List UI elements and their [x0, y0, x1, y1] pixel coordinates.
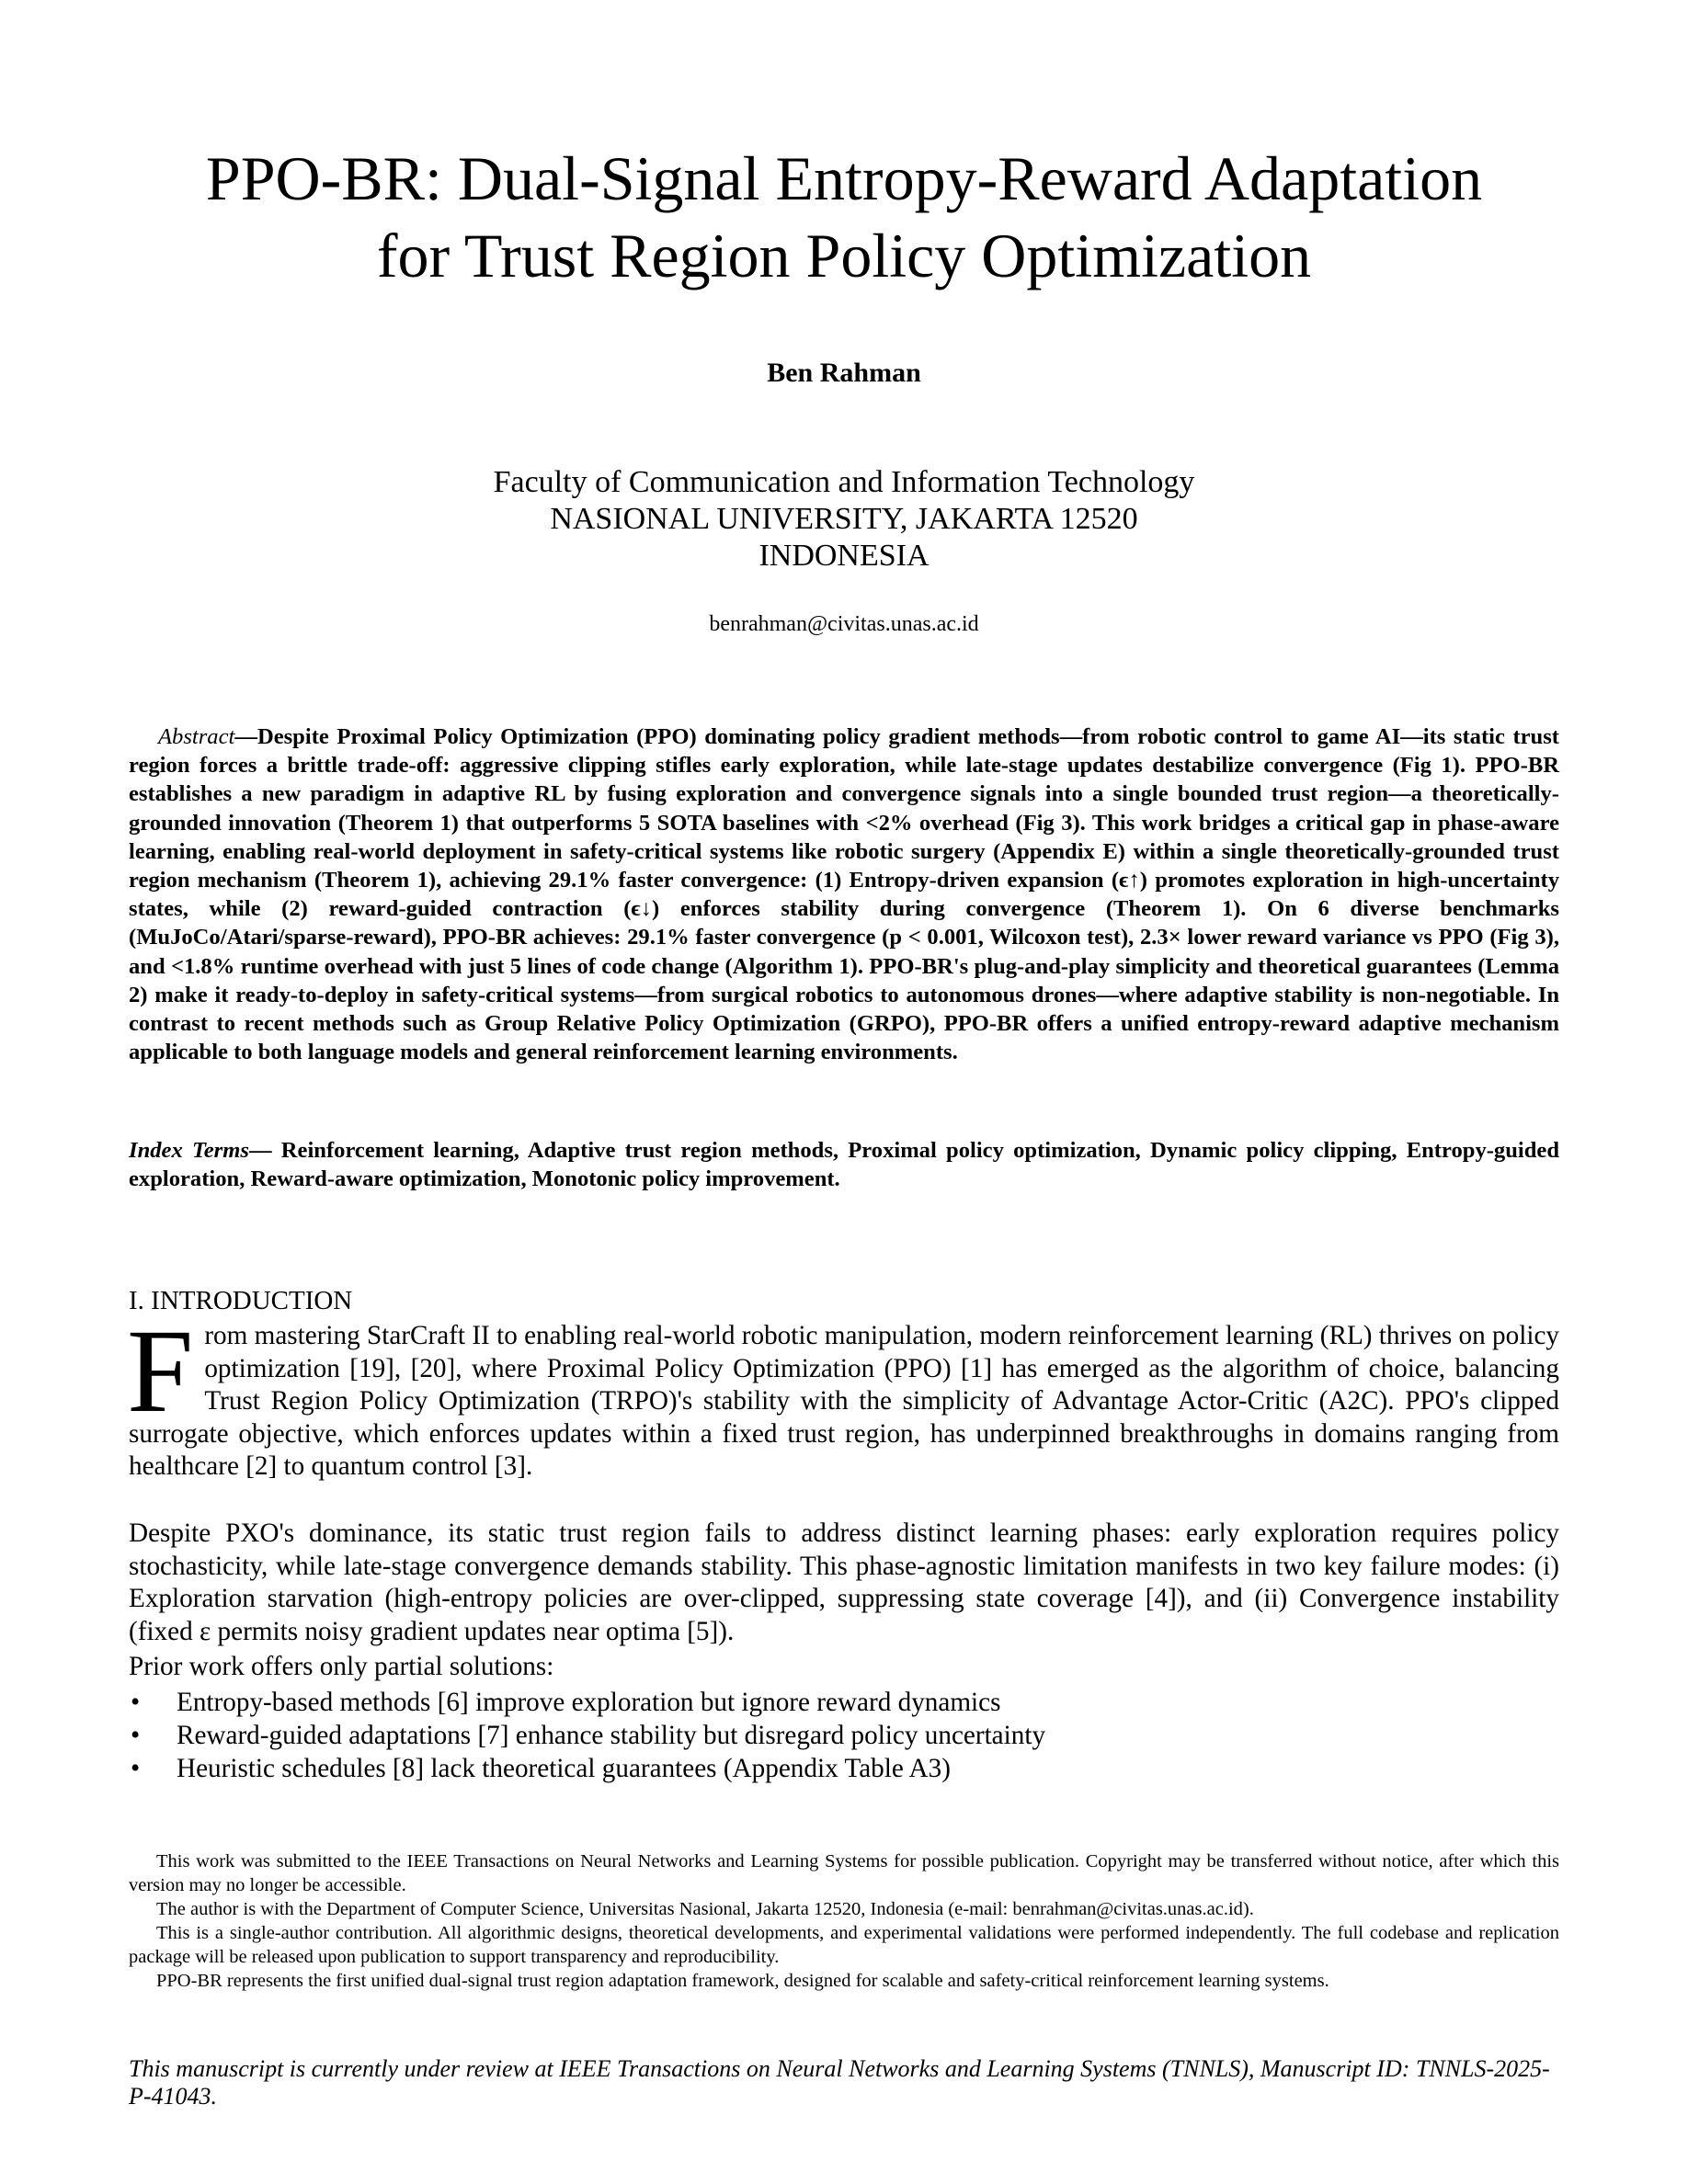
footnote-affiliation: The author is with the Department of Computer Science, Universitas Nasional, Jakarta 12520, Indonesia (e-mail: benrahman@civitas.unas.ac.id). [156, 1899, 1254, 1919]
title-line-2: for Trust Region Policy Optimization [376, 221, 1312, 290]
affiliation-line-2: NASIONAL UNIVERSITY, JAKARTA 12520 [550, 502, 1138, 536]
intro-paragraph-1-text: rom mastering StarCraft II to enabling real-world robotic manipulation, modern reinforcement learning (RL) thrives on policy optimization [19], [20], where Proximal Policy Optimization (PPO) [1] has emerged as the algorithm of choice, balancing Trust Region Policy Optimization (TRPO)'s stability with the simplicity of Advantage Actor-Critic (A2C). PPO's clipped surrogate objective, which enforces updates within a fixed trust region, has underpinned breakthroughs in domains ranging from healthcare [2] to quantum control [3]. [129, 1321, 1559, 1482]
list-item-text: Entropy-based methods [6] improve exploration but ignore reward dynamics [177, 1688, 1001, 1717]
bullet-icon: • [131, 1688, 141, 1717]
drop-cap: F [127, 1305, 194, 1438]
review-note: This manuscript is currently under review at IEEE Transactions on Neural Networks and Learning Systems (TNNLS), Manuscript ID: TNNLS-2025-P-41043. [129, 2055, 1550, 2110]
list-item [129, 1719, 1045, 1752]
bullet-icon: • [131, 1721, 141, 1750]
author-email: benrahman@civitas.unas.ac.id [709, 612, 979, 636]
bullet-icon: • [131, 1754, 141, 1783]
affiliation-line-3: INDONESIA [758, 539, 930, 573]
paper-title [92, 140, 1596, 294]
footnote-framework: PPO-BR represents the first unified dual-signal trust region adaptation framework, designed for scalable and safety-critical reinforcement learning systems. [156, 1971, 1329, 1991]
intro-paragraph-2: Despite PXO's dominance, its static trust region fails to address distinct learning phases: early exploration requires policy stochasticity, while late-stage convergence demands stability. This phase-agnostic limitation manifests in two key failure modes: (i) Exploration starvation (high-entropy policies are over-clipped, suppressing state coverage [4]), and (ii) Convergence instability (fixed ε permits noisy gradient updates near optima [5]). [129, 1519, 1559, 1646]
index-terms-text: — Reinforcement learning, Adaptive trust region methods, Proximal policy optimization, Dynamic policy clipping, Entropy-guided exploration, Reward-aware optimization, Monotonic policy improvement. [129, 1138, 1560, 1192]
abstract-text: —Despite Proximal Policy Optimization (PPO) dominating policy gradient methods—from robotic control to game AI—its static trust region forces a brittle trade-off: aggressive clipping stifles early exploration, while late-stage updates destabilize convergence (Fig 1). PPO-BR establishes a new paradigm in adaptive RL by fusing exploration and convergence signals into a single bounded trust region—a theoretically-grounded innovation (Theorem 1) that outperforms 5 SOTA baselines with <2% overhead (Fig 3). This work bridges a critical gap in phase-aware learning, enabling real-world deployment in safety-critical systems like robotic surgery (Appendix E) within a single theoretically-grounded trust region mechanism (Theorem 1), achieving 29.1% faster convergence: (1) Entropy-driven expansion (ϵ↑) promotes exploration in high-uncertainty states, while (2) reward-guided contraction (ϵ↓) enforces stability during convergence (Theorem 1). On 6 diverse benchmarks (MuJoCo/Atari/sparse-reward), PPO-BR achieves: 29.1% faster convergence (p < 0.001, Wilcoxon test), 2.3× lower reward variance vs PPO (Fig 3), and <1.8% runtime overhead with just 5 lines of code change (Algorithm 1). PPO-BR's plug-and-play simplicity and theoretical guarantees (Lemma 2) make it ready-to-deploy in safety-critical systems—from surgical robotics to autonomous drones—where adaptive stability is non-negotiable. In contrast to recent methods such as Group Relative Policy Optimization (GRPO), PPO-BR offers a unified entropy-reward adaptive mechanism applicable to both language models and general reinforcement learning environments. [129, 724, 1559, 1065]
index-terms [129, 1136, 1559, 1193]
prior-work-lead: Prior work offers only partial solutions: [129, 1652, 554, 1681]
abstract-lead: Abstract [158, 724, 235, 749]
footnotes [129, 1849, 1559, 1993]
author-name: Ben Rahman [767, 358, 921, 388]
footnote-contribution: This is a single-author contribution. All algorithmic designs, theoretical developments, and experimental validations were performed independently. The full codebase and replication package will be released upon publication to support transparency and reproducibility. [129, 1923, 1559, 1967]
list-item-text: Reward-guided adaptations [7] enhance stability but disregard policy uncertainty [177, 1721, 1046, 1750]
prior-work-list [129, 1686, 1045, 1785]
affiliation-line-1: Faculty of Communication and Information Technology [493, 465, 1195, 499]
list-item [129, 1686, 1045, 1719]
list-item-text: Heuristic schedules [8] lack theoretical guarantees (Appendix Table A3) [177, 1754, 951, 1783]
title-line-1: PPO-BR: Dual-Signal Entropy-Reward Adaptation [205, 143, 1483, 213]
section-heading: I. INTRODUCTION [129, 1286, 353, 1315]
affiliation [0, 464, 1688, 574]
list-item [129, 1752, 1045, 1785]
intro-paragraph-1 [127, 1305, 1559, 1484]
abstract [129, 722, 1559, 1066]
footnote-submission: This work was submitted to the IEEE Transactions on Neural Networks and Learning Systems for possible publication. Copyright may be transferred without notice, after which this version may no longer be accessible. [129, 1851, 1559, 1895]
index-terms-lead: Index Terms [129, 1138, 249, 1163]
